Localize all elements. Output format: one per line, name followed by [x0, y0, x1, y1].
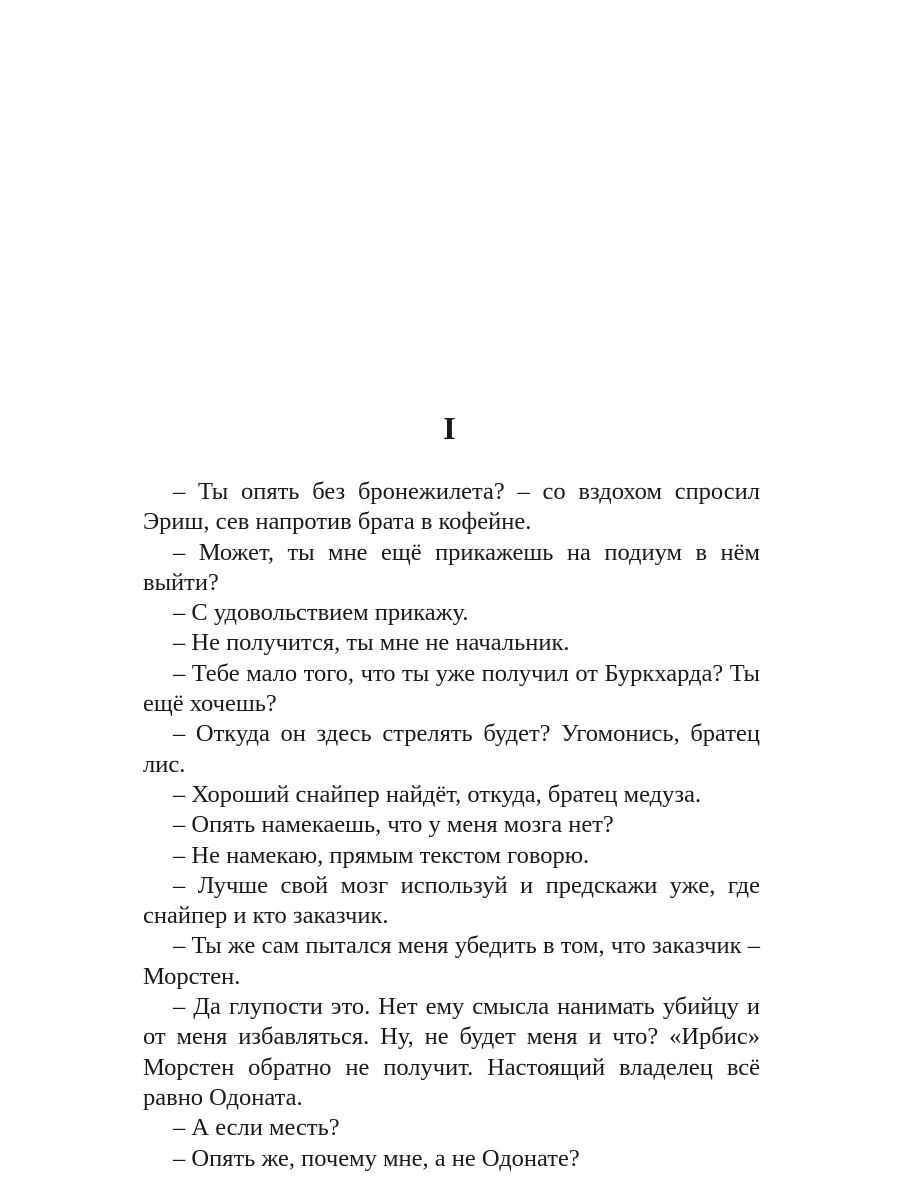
paragraph: – Тебе мало того, что ты уже получил от Буркхарда? Ты ещё хочешь?: [143, 659, 760, 718]
paragraph: – Может, ты мне ещё прикажешь на подиум в нём выйти?: [143, 538, 760, 596]
paragraph: – Откуда он здесь стрелять будет? Угомонись, братец лис.: [143, 720, 760, 778]
paragraph: – Не получится, ты мне не начальник.: [173, 629, 570, 657]
paragraph: – Ты опять без бронежилета? – со вздохом спросил Эриш, сев напротив брата в кофейне.: [143, 478, 760, 536]
paragraph: – Да глупости это. Нет ему смысла нанимать убийцу и от меня избавляться. Ну, не будет меня и что? «Ирбис» Морстен обратно не получит. Настоящий владелец всё равно Одоната.: [143, 993, 760, 1111]
paragraph: – Ты же сам пытался меня убедить в том, что заказчик – Морстен.: [143, 932, 760, 990]
paragraph: – А если месть?: [173, 1114, 340, 1142]
paragraph: – Не намекаю, прямым текстом говорю.: [173, 841, 590, 869]
body-text: [143, 477, 760, 1174]
paragraph: – Опять же, почему мне, а не Одонате?: [173, 1144, 580, 1172]
paragraph: – Хороший снайпер найдёт, откуда, братец медуза.: [173, 780, 702, 808]
paragraph: – С удовольствием прикажу.: [173, 599, 469, 627]
paragraph: – Лучше свой мозг используй и предскажи уже, где снайпер и кто заказчик.: [143, 871, 760, 930]
chapter-heading: I: [443, 410, 457, 446]
paragraph: – Опять намекаешь, что у меня мозга нет?: [173, 811, 614, 839]
